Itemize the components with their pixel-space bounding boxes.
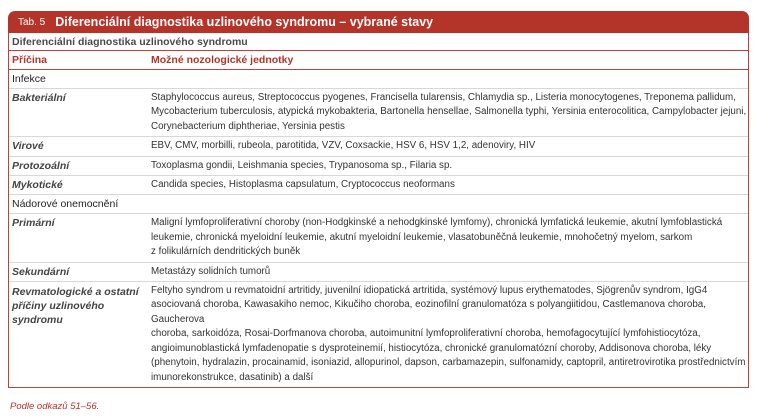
entities-cell [151, 89, 748, 136]
title-bar [8, 11, 749, 33]
footnote: Podle odkazů 51–56. [10, 401, 100, 412]
table-caption: Diferenciální diagnostika uzlinového syndromu [9, 33, 748, 51]
entities-line: Metastázy solidních tumorů [151, 265, 271, 277]
table-number: Tab. 5 [18, 16, 46, 28]
entities-line: Toxoplasma gondii, Leishmania species, Trypanosoma sp., Filaria sp. [151, 159, 453, 171]
entities-cell [151, 176, 748, 194]
entities-line: Feltyho syndrom u revmatoidní artritidy, juvenilní idiopatická artritida, systémový lupus erythematodes, Sjögrenův syndrom, IgG4 [151, 285, 708, 297]
entities-line: (phenytoin, hydralazin, procainamid, isoniazid, allopurinol, dapson, carbamazepin, sulfonamidy, captopril, antiretrovirotika prostřednictvím [151, 357, 746, 369]
table-header-row [9, 51, 748, 70]
entities-line: z folikulárních dendritických buněk [151, 246, 301, 258]
category-label: Infekce [12, 73, 46, 85]
entities-cell [151, 263, 748, 281]
table-row-viral [9, 137, 748, 156]
table-row-mycotic [9, 176, 748, 195]
cause-label: Primární [12, 217, 55, 230]
column-header-cause: Příčina [12, 54, 48, 66]
entities-line: Candida species, Histoplasma capsulatum, Cryptococcus neoformans [151, 179, 455, 191]
entities-line: Staphylococcus aureus, Streptococcus pyogenes, Francisella tularensis, Chlamydia sp., Listeria monocytogenes, Treponema pallidum, [151, 92, 736, 103]
category-row-tumor [9, 195, 748, 214]
table-row-secondary [9, 263, 748, 282]
table-row-rheumatologic [9, 282, 748, 387]
entities-line: Mycobacterium tuberculosis, atypická mykobakteria, Bartonella hensellae, Salmonella typhi, Yersinia enterocolitica, Campylobacter jejuni, [151, 106, 747, 118]
table-title: Diferenciální diagnostika uzlinového syndromu – vybrané stavy [55, 15, 434, 29]
category-row-infection [9, 70, 748, 89]
cause-label: Virové [12, 140, 44, 153]
entities-cell [151, 157, 748, 175]
entities-line: angioimunoblastická lymfadenopatie s dysproteinemií, histiocytóza, chronické granulomatózní choroby, Addisonova choroba, léky [151, 342, 712, 354]
table-row-protozoal [9, 157, 748, 176]
column-header-entities: Možné nozologické jednotky [151, 53, 294, 66]
cause-label: Mykotické [12, 179, 63, 192]
entities-line: choroba, sarkoidóza, Rosai-Dorfmanova choroba, autoimunitní lymfoproliferativní choroba, hemofagocytující lymfohistiocytóza, [151, 328, 701, 340]
table-panel [8, 11, 749, 388]
entities-line: Corynebacterium diphtheriae, Yersinia pestis [151, 120, 345, 132]
entities-cell [151, 214, 748, 261]
cause-label: Sekundární [12, 265, 70, 278]
cause-label: Protozoální [12, 159, 70, 172]
entities-line: asociovaná choroba, Kawasakiho nemoc, Kikučiho choroba, eozinofilní granulomatóza s polyangiitidou, Castlemanova choroba, Gaucherova [151, 299, 706, 325]
category-label: Nádorové onemocnění [12, 198, 119, 211]
cause-label: Bakteriální [12, 92, 66, 104]
table [8, 33, 749, 388]
entities-line: EBV, CMV, morbilli, rubeola, parotitida, VZV, Coxsackie, HSV 6, HSV 1,2, adenoviry, HIV [151, 140, 536, 152]
entities-line: imunorekonstrukce, dasatinib) a další [151, 371, 314, 383]
entities-line: leukemie, chronická myeloidní leukemie, akutní myeloidní leukemie, vlasatobuněčná leukemie, mnohočetný myelom, sarkom [151, 231, 693, 243]
table-row-bacterial [9, 89, 748, 137]
entities-cell [151, 137, 748, 155]
cause-label: Revmatologické a ostatní příčiny uzlinového syndromu [12, 286, 139, 327]
table-row-primary [9, 214, 748, 262]
entities-line: Maligní lymfoproliferativní choroby (non-Hodgkinské a nehodgkinské lymfomy), chronická lymfatická leukemie, akutní lymfoblastická [151, 217, 723, 229]
entities-cell [151, 282, 748, 387]
